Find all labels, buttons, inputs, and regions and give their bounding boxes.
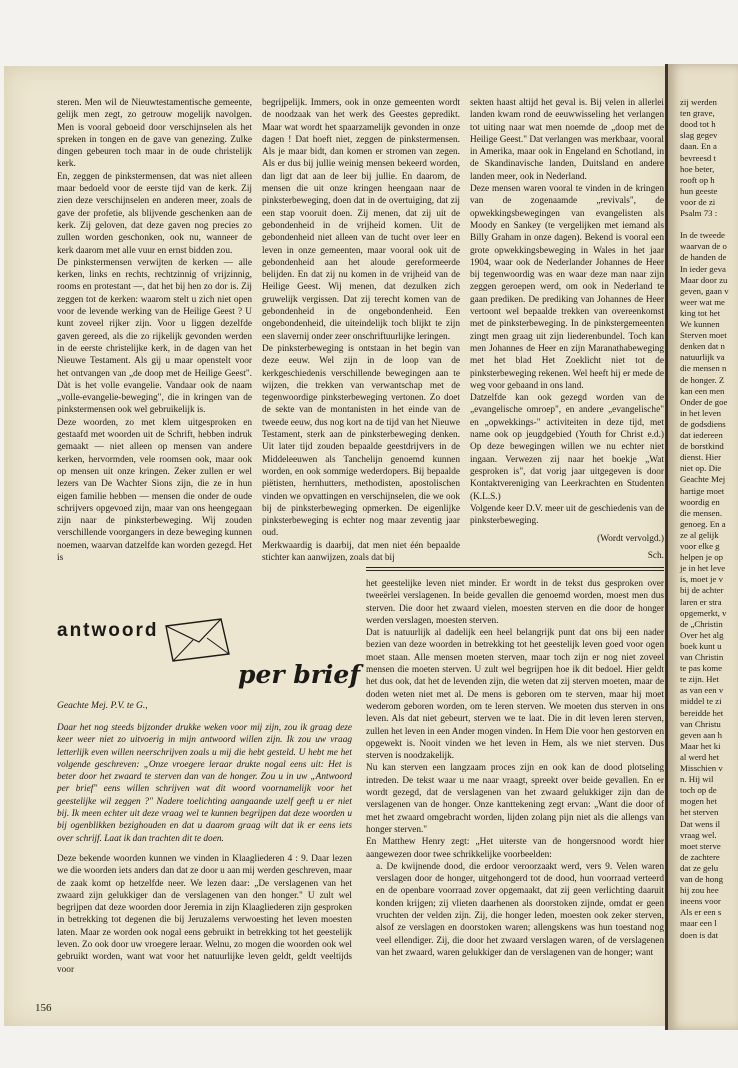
- next-page-text-fragment: van de hong: [680, 874, 723, 884]
- next-page-text-fragment: geven aan h: [680, 729, 723, 740]
- next-page-text-fragment: dood tot h: [680, 119, 716, 130]
- next-page-text-fragment: de handen de: [680, 252, 727, 263]
- letter-continuation-column: [366, 578, 664, 959]
- page-number: 156: [35, 1002, 52, 1014]
- next-page-text-fragment: bij de achter: [680, 585, 724, 596]
- next-page-text-fragment: mogen het: [680, 796, 717, 807]
- next-page-text-fragment: de „Christin: [680, 618, 723, 629]
- letter-introduction: [57, 722, 352, 845]
- section-divider: [366, 567, 664, 568]
- next-page-text-fragment: ten grave,: [680, 108, 715, 119]
- next-page-text-fragment: niet op. Die: [680, 463, 722, 474]
- next-page-text-fragment: Maar het ki: [680, 740, 721, 751]
- paragraph: sekten haast altijd het geval is. Bij velen in allerlei landen kwam rond de eeuwwisseling het verlangen tot uiting naar wat men noemde de „doop met de Heilige Geest." Dat verlangen was merkbaar, vooral in Amerika, maar ook in Engeland en Schotland, in de Skandinavische landen, Duitsland en andere landen meer, ook in Nederland.: [470, 98, 664, 182]
- next-page-text-fragment: hun geeste: [680, 185, 718, 196]
- next-page-text-fragment: rooft op h: [680, 174, 715, 185]
- next-page-text-fragment: je in het leve: [680, 563, 726, 574]
- next-page-text-fragment: het sterven: [680, 807, 719, 818]
- next-page-text-fragment: te pas kome: [680, 663, 723, 674]
- next-page-text-fragment: daan. En a: [680, 141, 717, 152]
- next-page-text-fragment: slag gegev: [680, 130, 718, 141]
- next-page-text-fragment: In ieder geva: [680, 263, 726, 274]
- next-page-text-fragment: weer wat me: [680, 296, 725, 307]
- paragraph: De pinkstermensen verwijten de kerken — alle kerken, links en rechts, rechtzinnig of vrijzinnig, rooms en protestant —, dat het bij hen zo dor is. Zij zeggen tot de kerken: waarom stelt u zich niet open voor de levende werking van de Heilige Geest ? U kunt zoveel rijker zijn. Voor u liggen dezelfde gaven gereed, als die zo rijkelijk gevonden werden in de eerste christelijke kerk, in de dagen van het Nieuwe Testament. Als gij u maar openstelt voor het ontvangen van „de doop met de Heilige Geest". Dàt is het volle evangelie. Vandaar ook de naam „volle-evangelie-beweging", die in kringen van de pinkstermensen ook wel gebruikelijk is.: [57, 257, 252, 416]
- paragraph: begrijpelijk. Immers, ook in onze gemeenten wordt de noodzaak van het werk des Geestes gepredikt. Maar wat wordt het spaarzamelijk gevonden in onze dagen ! Dat hoeft niet, zeggen de pinkstermensen. Als je maar bidt, dan komen er stromen van zegen. Als er dus bij jullie weinig mensen bekeerd worden, dan ligt dat aan de leer bij jullie. En daarom, de mensen die uit onze kringen heengaan naar de pinksterbeweging, doen dat in de overtuiging, dat zij een stap vooruit doen. Zij menen, dat zij uit de gebondenheid in de vrijheid komen. Uit de gebondenheid niet alleen van de tucht over leer en leven in onze gemeenten, maar vooral ook uit de gebondenheid aan het aloude gereformeerde belijden. En dat zij nu komen in de vrijheid van de Heilige Geest. Wij menen, dat dezulken zich gruwelijk vergissen. Dat zij terecht komen van de gebondenheid in de ongebondenheid. Een ongebondenheid, die uiteindelijk toch blijkt te zijn een slavernij onder zeer onschriftuurlijke leringen.: [262, 98, 460, 342]
- next-page-text-fragment: Over het alg: [680, 629, 724, 640]
- next-page-text-fragment: Maar door zu: [680, 274, 728, 285]
- paragraph: De pinksterbeweging is ontstaan in het begin van deze eeuw. Wel zijn in de loop van de kerkgeschiedenis verschillende bewegingen aan te wijzen, die trekken van verwantschap met de tegenwoordige pinksterbeweging vertonen. Zo doet de sekte van de montanisten in het einde van de tweede eeuw, dus nog kort na de tijd van het Nieuwe Testament, sterk aan de pinksterbeweging denken. Uit later tijd zouden bepaalde geestdrijvers in de Middeleeuwen als Tanchelijn genoemd kunnen worden, en ook sommige wederdopers. Bij bepaalde piëtisten, hernhutters, methodisten, apostolischen vinden we opvattingen en verschijnselen, die we ook bij de pinksterbeweging opmerken. De eigenlijke pinksterbeweging is echter nog maar zeventig jaar oud.: [262, 343, 460, 539]
- next-page-text-fragment: boek kunt u: [680, 640, 722, 651]
- next-page-text-fragment: laren er stra: [680, 596, 722, 607]
- paragraph: Datzelfde kan ook gezegd worden van de „evangelische omroep", en andere „evangelische" en „opwekkings-" activiteiten in deze tijd, met name ook op jeugdgebied (Youth for Christ e.d.) Op deze bewegingen willen we nu echter niet ingaan. Verwezen zij naar het boekje „Wat gesproken is", dat vorig jaar uitgegeven is door Kontaktvereniging van Leerkrachten en Studenten (K.L.S.): [470, 393, 664, 502]
- next-page-text-fragment: Misschien v: [680, 763, 723, 773]
- next-page-text-fragment: hartige moet: [680, 485, 725, 496]
- paragraph: Volgende keer D.V. meer uit de geschiedenis van de pinksterbeweging.: [470, 503, 664, 527]
- next-page-text-fragment: as van een v: [680, 685, 724, 696]
- continued-note: (Wordt vervolgd.): [597, 534, 664, 545]
- rubric-title-antwoord: antwoord: [57, 620, 159, 641]
- next-page-text-fragment: die mensen n: [680, 363, 727, 374]
- next-page-text-fragment: van Christin: [680, 652, 724, 662]
- next-page-text-fragment: de zachtere: [680, 851, 720, 862]
- article-column-2: [262, 97, 460, 564]
- next-page-text-fragment: van Christu: [680, 718, 721, 729]
- next-page-edge: [668, 64, 738, 1030]
- next-page-text-fragment: maar een l: [680, 918, 717, 929]
- next-page-text-fragment: natuurlijk va: [680, 352, 725, 363]
- next-page-text-fragment: We kunnen: [680, 319, 720, 329]
- next-page-text-fragment: genoeg. En a: [680, 518, 726, 529]
- next-page-text-fragment: doen is dat: [680, 929, 719, 940]
- paragraph: Merkwaardig is daarbij, dat men niet één bepaalde stichter kan aanwijzen, zoals dat bij: [262, 540, 460, 563]
- envelope-icon: [163, 616, 233, 664]
- next-page-text-fragment: dienst. Hier: [680, 452, 722, 463]
- paragraph: Deze mensen waren vooral te vinden in de kringen van de zogenaamde „revivals", de opwekkingsbewegingen van evangelisten als Moody en Sankey (te vergelijken met iemand als Billy Graham in onze dagen). Bekend is vooral een grote opwekkingsbeweging in Wales in het jaar 1904, waar ook de Nederlander Johannes de Heer bij tegenwoordig was en waar deze man naar zijn zeggen geroepen werd, om ook in Nederland te gaan prediken. De prediking van Johannes de Heer vertoont wel bepaalde trekken van overeenkomst met de pinksterbeweging. In de pinkstergemeenten zingt men graag uit zijn liederenbundel. Toch kan men Johannes de Heer en zijn Maranathabeweging met het blad Het Zoeklicht niet tot de pinksterbeweging rekenen. Wel heeft hij er mede de weg voor gebaand in ons land.: [470, 184, 664, 391]
- next-page-text-fragment: hij zou hee: [680, 885, 719, 896]
- next-page-text-fragment: In de tweede: [680, 230, 725, 241]
- next-page-text-fragment: voor de zi: [680, 196, 716, 207]
- next-page-text-fragment: opgemerkt, v: [680, 607, 727, 618]
- next-page-text-fragment: te zijn. Het: [680, 674, 719, 685]
- next-page-text-fragment: ze al gelijk: [680, 529, 719, 540]
- paragraph: a. De kwijnende dood, die erdoor veroorzaakt werd, vers 9. Velen waren verslagen door de honger, uitgehongerd tot de dood, hun voorraad verteerd en de openbare voorraad zover opgemaakt, dat zij geen verlichting daaruit konden krijgen; zij vlieten daarhenen als doorstoken zijnde, omdat er geen vruchten der velden zijn. Zij, die honger leden, moesten ook zeker sterven, alsof ze verslagen en doorstoken waren; allengskens was hun toestand nog veel ellendiger. Zij, die door het zwaard verslagen waren, of de verslagenen van het zwaard, waren gelukkiger dan de verslagenen van de honger; want: [376, 861, 664, 958]
- next-page-text-fragment: helpen je op: [680, 552, 723, 563]
- paragraph: Deze bekende woorden kunnen we vinden in Klaagliederen 4 : 9. Daar lezen we die woorden iets anders dan dat ze door u aan mij werden geschreven, maar de zaak komt op hetzelfde neer. We lezen daar: „De verslagenen van het zwaard zijn gelukkiger dan de verslagenen van den honger." U zult wel begrijpen dat deze woorden door Jeremia in zijn Klaagliederen zijn gesproken in betrekking tot degenen die bij Jeruzalems verwoesting het leven moesten laten. Maar ze worden ook nogal eens gebruikt in betrekking tot het geestelijk leven. Zo ook door uw vroegere leraar. Welnu, zo mogen die woorden ook wel gebruikt worden, want wat voor het natuurlijke leven geldt, geldt veeltijds voor: [57, 854, 352, 975]
- next-page-text-fragment: de borstkind: [680, 441, 724, 452]
- next-page-text-fragment: is, moet je v: [680, 574, 724, 585]
- letter-salutation: Geachte Mej. P.V. te G.,: [57, 701, 148, 711]
- next-page-text-fragment: kan een men: [680, 385, 725, 396]
- next-page-text-fragment: Als er een s: [680, 907, 722, 918]
- next-page-text-fragment: voor elke g: [680, 541, 720, 551]
- next-page-text-fragment: Dat wens il: [680, 818, 721, 829]
- next-page-text-fragment: hoe beter,: [680, 163, 715, 174]
- letter-body: [57, 853, 352, 976]
- next-page-text-fragment: ineens voor: [680, 896, 721, 907]
- next-page-text-fragment: de honger. Z: [680, 374, 725, 385]
- next-page-text-fragment: middel te zi: [680, 696, 722, 707]
- next-page-text-fragment: dat ze gelu: [680, 862, 719, 873]
- next-page-text-fragment: toch op de: [680, 785, 717, 796]
- rubric-title-per-brief: per brief: [238, 660, 361, 689]
- next-page-text-fragment: moet sterve: [680, 840, 721, 851]
- next-page-text-fragment: king tot het: [680, 307, 721, 318]
- paragraph: steren. Men wil de Nieuwtestamentische gemeente, gelijk men zegt, zo getrouw mogelijk navolgen. Men is vooral geboeid door verschijnselen als het spreken in tongen en de gave van genezing. Zulke dingen gebeuren toch maar in de oude christelijk kerk.: [57, 98, 252, 170]
- next-page-text-fragment: vraag wel.: [680, 829, 717, 840]
- next-page-text-fragment: zij werden: [680, 97, 717, 107]
- next-page-text-fragment: in het leven: [680, 407, 722, 418]
- next-page-text-fragment: denken dat n: [680, 341, 725, 352]
- paragraph: het geestelijke leven niet minder. Er wordt in de tekst dus gesproken over tweeërlei verslagenen. In beide gevallen die genoemd worden, moest men dus sterven. Die door het zwaard vielen, moesten sterven en die door de honger werden verslagen, moesten sterven.: [366, 579, 664, 626]
- author-signature: Sch.: [647, 550, 664, 561]
- next-page-text-fragment: bereidde het: [680, 707, 724, 718]
- next-page-text-fragment: n. Hij wil: [680, 774, 714, 785]
- paragraph: Dat is natuurlijk al dadelijk een heel belangrijk punt dat ons bij een nader bezien van deze woorden in betrekking tot het geestelijk leven goed voor ogen moet staan. Alle mensen moeten sterven, maar toch zijn er nog niet zoveel mensen die moeten sterven. U zult wel begrijpen hoe ik dit bedoel. Hier geldt het dus ook, dat het de levenden zijn, die weten dat zij sterven moeten, maar de doden weten niet met al. De mens is geboren om te sterven, maar hij moet wederom geboren worden, om te leren sterven. We moeten dus sterven in ons leven. Als dat niet gebeurt, sterven we te laat. Die in dit leven leren sterven, zullen het leven in een Ander mogen vinden. In Hem Die voor hen gestorven en opgewekt is. Nooit vinden we het leven in Hem, als we niet sterven. Dus sterven is noodzakelijk.: [366, 628, 664, 762]
- next-page-text-fragment: geven, gaan v: [680, 285, 729, 296]
- next-page-text-fragment: Geachte Mej: [680, 474, 726, 485]
- paragraph: Daar het nog steeds bijzonder drukke weken voor mij zijn, zou ik graag deze keer weer niet zo uitvoerig in mijn antwoord willen zijn. Ik zou uw vraag letterlijk even willen neerschrijven zoals u mij die hebt gesteld. U hebt me het volgende geschreven: „Onze vroegere leraar drukte nogal eens uit: Het is beter door het zwaard te sterven dan van de honger. Zou u in uw „Antwoord per brief" eens willen schrijven wat dit woord voornamelijk voor het geestelijke wil zeggen ?" Nadere toelichting aangaande uzelf geeft u er niet bij. Ik meen echter uit deze vraag wel te kunnen begrijpen dat deze woorden u bij ogenblikken bezighouden en dat u daarom graag wilt dat ik er eens iets over schrijf. Laat ik dan trachten dit te doen.: [57, 723, 352, 844]
- next-page-text-fragment: de godsdiens: [680, 418, 726, 429]
- next-page-text-fragment: dat iedereen: [680, 430, 723, 440]
- next-page-text-fragment: Psalm 73 :: [680, 208, 718, 218]
- article-column-1: [57, 97, 252, 564]
- paragraph: En, zeggen de pinkstermensen, dat was niet alleen maar bedoeld voor de eerste tijd van de kerk. Zij zien deze verschijnselen en anderen meer, zoals de gave der profetie, als blijvende geschenken aan de kerk. Zij geloven, dat deze gaven nog precies zo zullen worden geschonken, ook nu, wanneer de kerk daarom met alle vuur en ernst bidden zou.: [57, 171, 252, 256]
- paragraph: En Matthew Henry zegt: „Het uiterste van de hongersnood wordt hier aangewezen door twee schrikkelijke voorbeelden:: [366, 837, 664, 860]
- next-page-text-fragment: die mensen.: [680, 507, 723, 518]
- paragraph: Nu kan sterven een langzaam proces zijn en ook kan de dood plotseling intreden. De tekst waar u me naar vraagt, spreekt over beide gevallen. En er wordt gezegd, dat de verslagenen van het zwaard gelukkiger zijn dan de verslagenen van de honger. Onze kanttekening zegt ervan: „Want die door of met het zwaard omgebracht worden, lijden zolang pijn niet als die allengs van honger sterven.": [366, 763, 664, 835]
- next-page-text-fragment: Onder de goe: [680, 396, 728, 407]
- next-page-text-fragment: waarvan de o: [680, 241, 727, 252]
- next-page-text-fragment: Sterven moet: [680, 330, 727, 341]
- next-page-text-fragment: bevreesd t: [680, 152, 716, 163]
- paragraph: Deze woorden, zo met klem uitgesproken en gestaafd met woorden uit de Schrift, hebben indruk gemaakt — niet alleen op mensen van andere kerken, hervormden, vele roomsen ook, maar ook op mensen uit onze kringen. Zeker zullen er wel lezers van De Wachter Sions zijn, die ze in hun eigen familie hebben — mensen die onder de oude schrijvers opgevoed zijn, maar van ons heengegaan zijn naar de pinksterbeweging. Wij zouden verschillende voorgangers in deze beweging kunnen noemen, waarvan datzelfde kan worden gezegd. Het is: [57, 417, 252, 563]
- article-column-3: [470, 97, 664, 562]
- next-page-text-fragment: woordig en: [680, 496, 720, 507]
- section-divider: [366, 570, 664, 571]
- next-page-text-fragment: al werd het: [680, 751, 720, 762]
